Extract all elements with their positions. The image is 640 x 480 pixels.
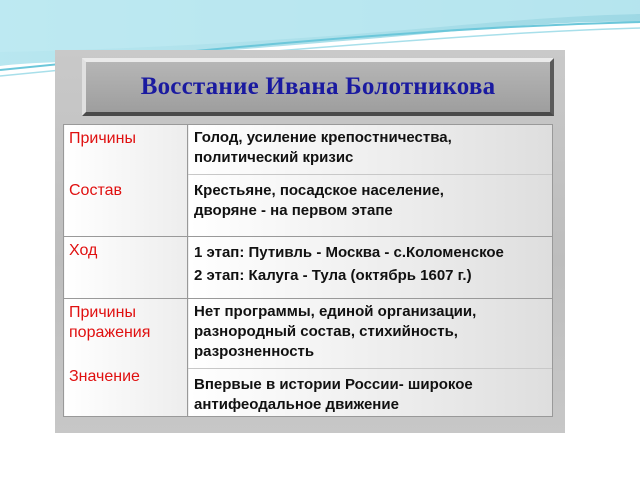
label-composition: Состав — [69, 182, 122, 199]
inner-divider — [188, 174, 552, 175]
row-content-cell — [188, 237, 553, 299]
uprising-info-table — [63, 124, 553, 417]
slide-title-box — [82, 58, 554, 116]
row-label-cell — [64, 299, 188, 417]
row-label-cell — [64, 237, 188, 299]
row-label-cell — [64, 125, 188, 237]
row-content-cell — [188, 299, 553, 417]
table-row — [64, 299, 553, 417]
slide-title: Восстание Ивана Болотникова — [140, 73, 496, 100]
causes-line-2: политический кризис — [194, 149, 354, 166]
course-stage-2: 2 этап: Калуга - Тула (октябрь 1607 г.) — [194, 267, 472, 284]
composition-line-2: дворяне - на первом этапе — [194, 202, 393, 219]
defeat-line-2: разнородный состав, стихийность, — [194, 323, 458, 340]
row-content-cell — [188, 125, 553, 237]
significance-line-1: Впервые в истории России- широкое — [194, 376, 473, 393]
defeat-line-3: разрозненность — [194, 343, 315, 360]
label-causes: Причины — [69, 130, 136, 147]
label-defeat-causes-line-2: поражения — [69, 324, 151, 341]
table-row — [64, 237, 553, 299]
composition-line-1: Крестьяне, посадское население, — [194, 182, 444, 199]
table-row — [64, 125, 553, 237]
significance-line-2: антифеодальное движение — [194, 396, 399, 413]
inner-divider — [188, 368, 552, 369]
causes-line-1: Голод, усиление крепостничества, — [194, 129, 452, 146]
defeat-line-1: Нет программы, единой организации, — [194, 303, 477, 320]
course-stage-1: 1 этап: Путивль - Москва - с.Коломенское — [194, 244, 504, 261]
label-defeat-causes-line-1: Причины — [69, 304, 136, 321]
label-course: Ход — [69, 242, 98, 259]
label-significance: Значение — [69, 368, 140, 385]
